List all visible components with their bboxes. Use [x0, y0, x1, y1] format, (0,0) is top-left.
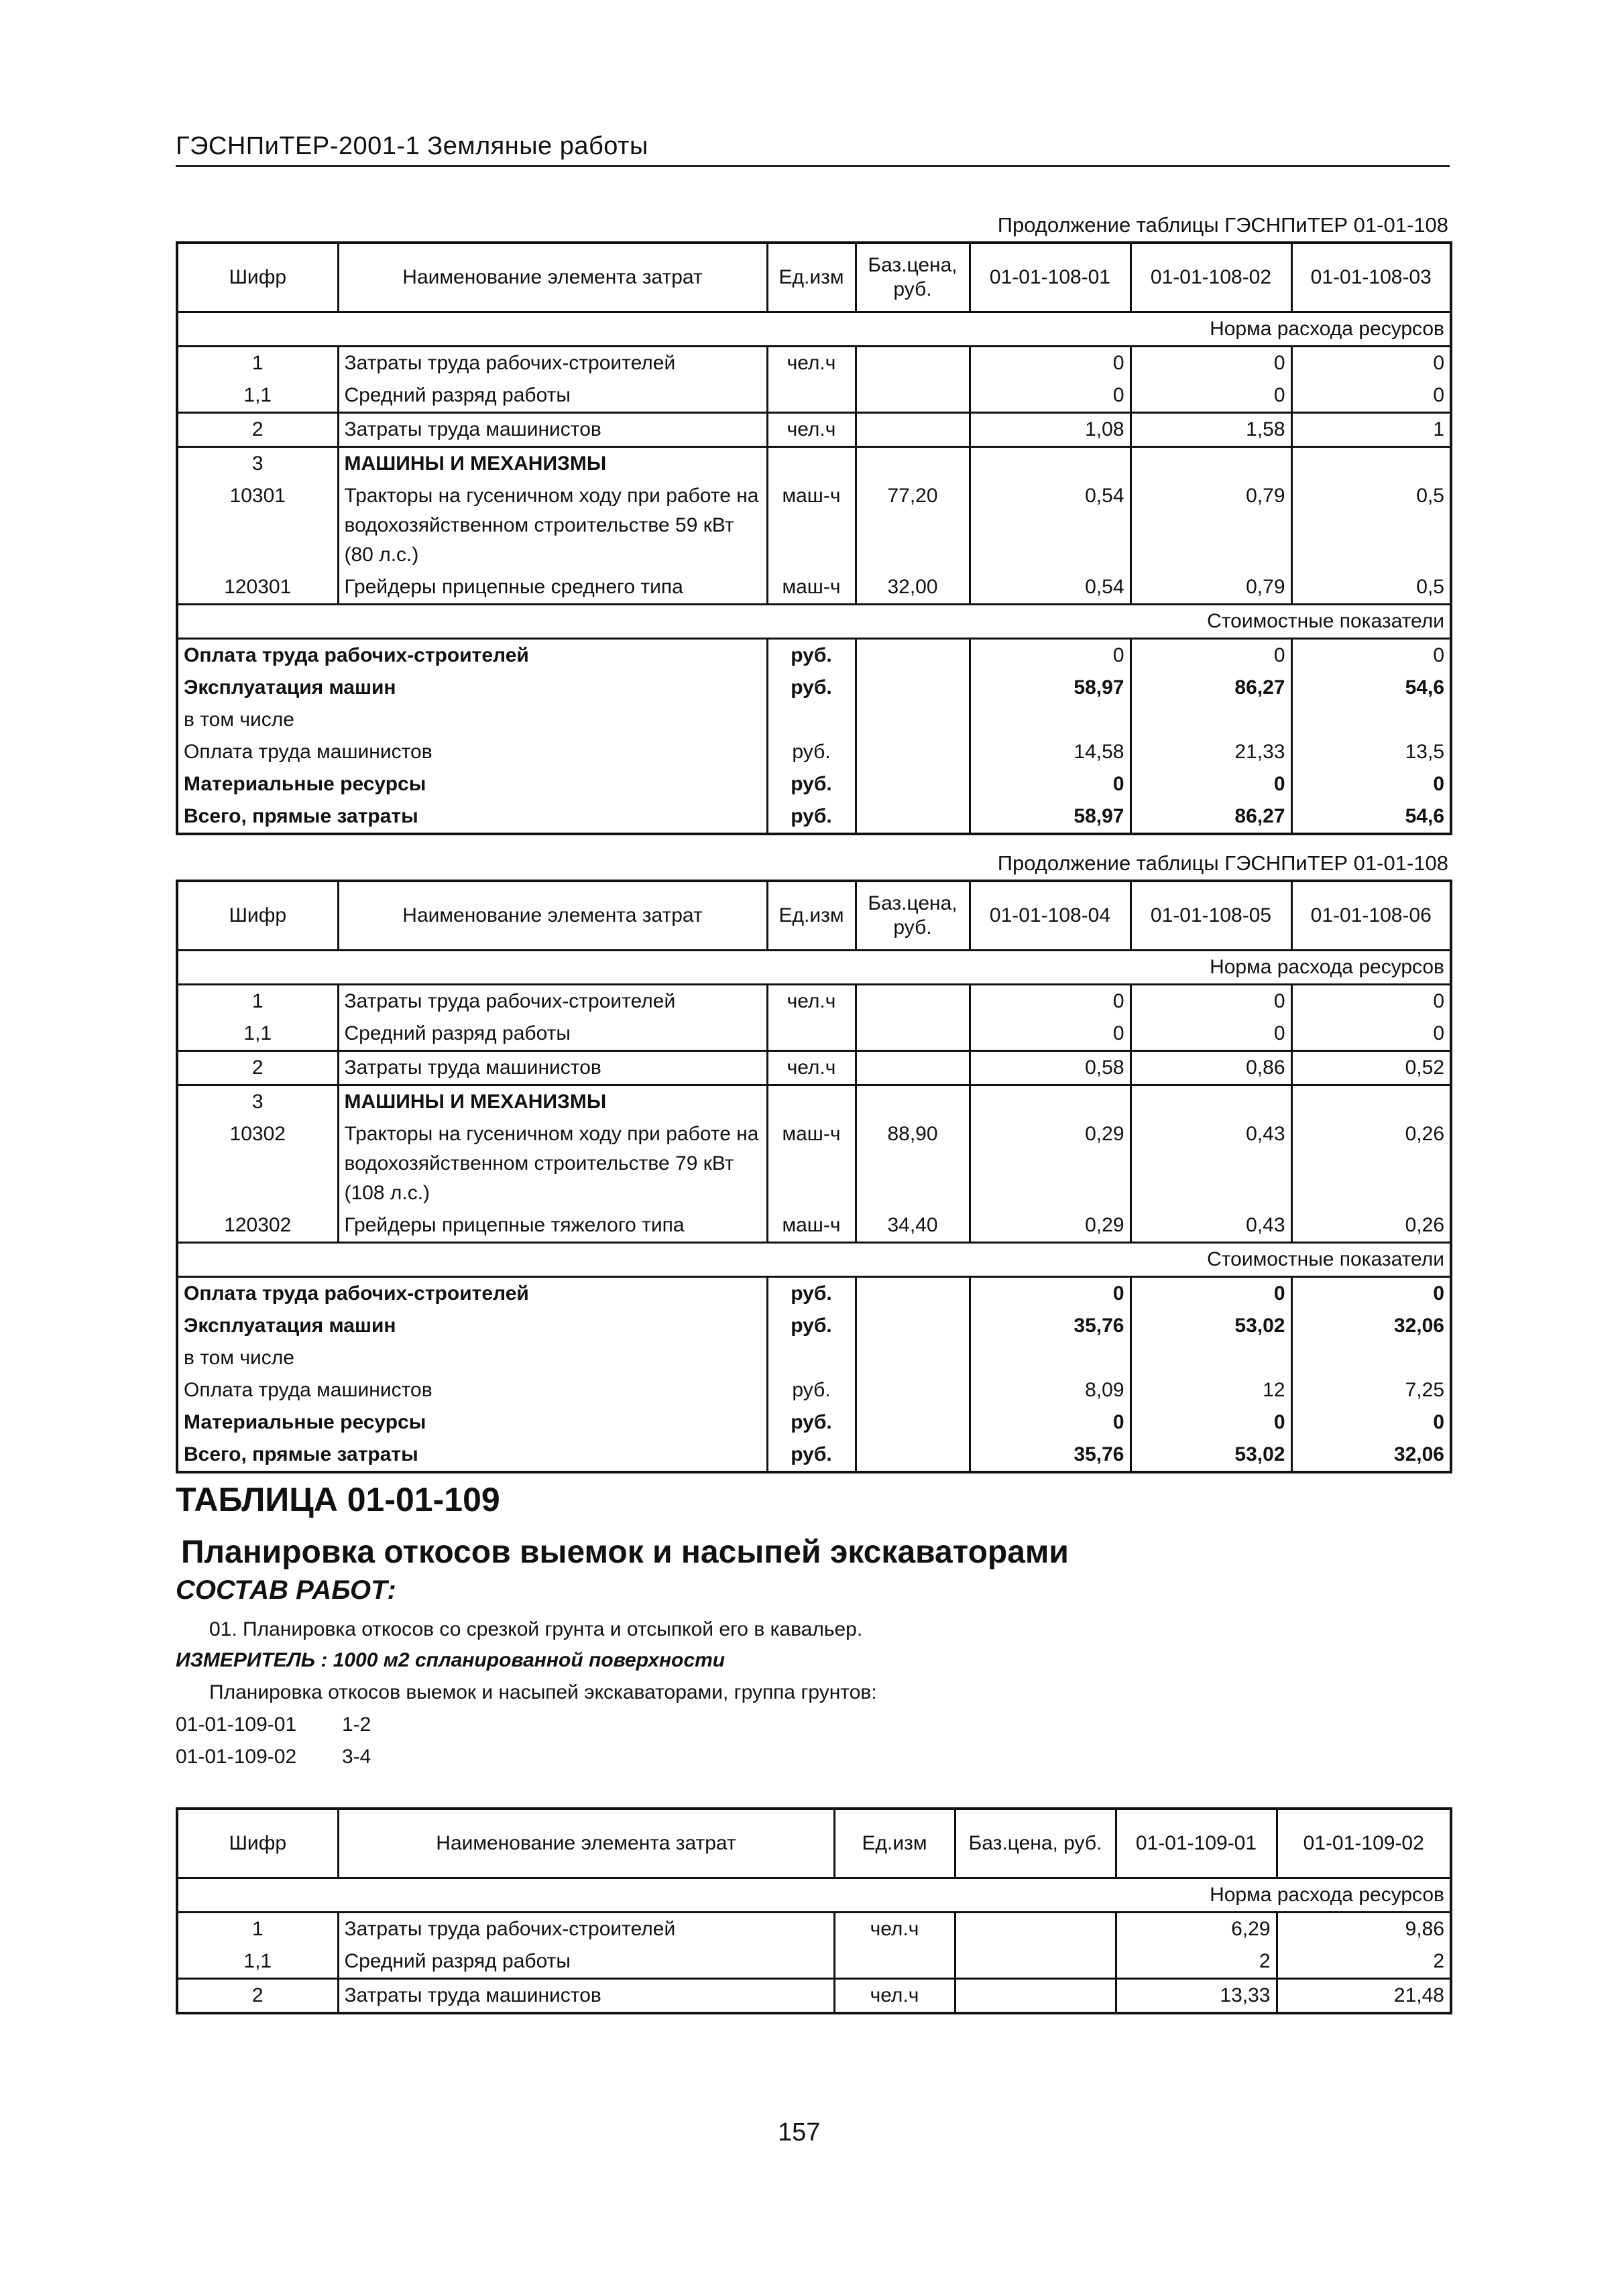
- table-row: [177, 413, 1451, 447]
- col-shifr: Шифр: [177, 243, 338, 312]
- row-name: МАШИНЫ И МЕХАНИЗМЫ: [338, 447, 767, 481]
- cost-value-3: 13,5: [1291, 736, 1451, 768]
- row-price: [955, 1979, 1116, 2014]
- col-unit: Ед.изм: [834, 1809, 955, 1878]
- row-value-2: 0,79: [1130, 480, 1291, 571]
- row-value-3: 0: [1291, 985, 1451, 1018]
- cost-value-2: 53,02: [1130, 1439, 1291, 1472]
- cost-unit: руб.: [767, 1406, 856, 1439]
- unit-of-measure: ИЗМЕРИТЕЛЬ : 1000 м2 спланированной поверхности: [176, 1649, 726, 1671]
- row-unit: чел.ч: [834, 1979, 955, 2014]
- table-row: [177, 1118, 1451, 1209]
- cost-value-2: [1130, 1342, 1291, 1374]
- cost-name: в том числе: [177, 704, 767, 736]
- cost-unit: руб.: [767, 1277, 856, 1311]
- cost-name: Эксплуатация машин: [177, 1310, 767, 1342]
- table-row: [177, 1209, 1451, 1243]
- table-row: [177, 1913, 1451, 1946]
- row-value-3: 1: [1291, 413, 1451, 447]
- cost-value-3: 7,25: [1291, 1374, 1451, 1406]
- row-code: 10302: [177, 1118, 338, 1209]
- row-price: [955, 1913, 1116, 1946]
- row-value-1: 0: [970, 347, 1130, 380]
- row-value-2: 0,43: [1130, 1209, 1291, 1243]
- cost-name: Материальные ресурсы: [177, 1406, 767, 1439]
- row-value-2: [1130, 1085, 1291, 1119]
- table2: [176, 880, 1452, 1473]
- section-subtitle: Планировка откосов выемок и насыпей экскаваторами: [181, 1534, 1069, 1570]
- cost-value-2: 21,33: [1130, 736, 1291, 768]
- row-unit: чел.ч: [767, 413, 856, 447]
- table-row: [177, 1085, 1451, 1119]
- row-value-3: 0,26: [1291, 1118, 1451, 1209]
- row-price: 34,40: [856, 1209, 970, 1243]
- cost-value-1: [970, 1342, 1130, 1374]
- norm-band: Норма расхода ресурсов: [177, 951, 1451, 985]
- row-value-1: 0,54: [970, 480, 1130, 571]
- cost-value-3: 32,06: [1291, 1310, 1451, 1342]
- row-value-2: 0: [1130, 1018, 1291, 1051]
- row-unit: чел.ч: [834, 1913, 955, 1946]
- table-row: [177, 1945, 1451, 1979]
- page-number: 157: [778, 2118, 821, 2147]
- cost-value-3: 0: [1291, 768, 1451, 800]
- row-code: 1,1: [177, 379, 338, 413]
- cost-value-1: 0: [970, 1277, 1130, 1311]
- row-value-2: 9,86: [1277, 1913, 1451, 1946]
- row-name: Грейдеры прицепные среднего типа: [338, 571, 767, 605]
- col-price: Баз.цена, руб.: [856, 243, 970, 312]
- row-unit: [767, 447, 856, 481]
- row-code: 1: [177, 1913, 338, 1946]
- cost-value-3: 0: [1291, 639, 1451, 672]
- row-value-1: 1,08: [970, 413, 1130, 447]
- row-unit: [767, 1018, 856, 1051]
- cost-name: Всего, прямые затраты: [177, 1439, 767, 1472]
- row-unit: [767, 1085, 856, 1119]
- row-price: [856, 447, 970, 481]
- cost-value-2: 0: [1130, 639, 1291, 672]
- row-code: 2: [177, 413, 338, 447]
- row-name: Затраты труда машинистов: [338, 413, 767, 447]
- row-price: 77,20: [856, 480, 970, 571]
- row-name: Тракторы на гусеничном ходу при работе на водохозяйственном строительстве 59 кВт (80 л.с.): [338, 480, 767, 571]
- row-name: Затраты труда машинистов: [338, 1979, 834, 2014]
- row-price: [856, 379, 970, 413]
- row-name: Грейдеры прицепные тяжелого типа: [338, 1209, 767, 1243]
- row-value-3: 0,5: [1291, 571, 1451, 605]
- row-code: 1: [177, 985, 338, 1018]
- row-value-2: 1,58: [1130, 413, 1291, 447]
- table-row: [177, 1979, 1451, 2014]
- cost-row: [177, 736, 1451, 768]
- table-row: [177, 480, 1451, 571]
- table-row: [177, 447, 1451, 481]
- col-shifr: Шифр: [177, 881, 338, 951]
- row-value-1: 0: [970, 985, 1130, 1018]
- cost-name: Эксплуатация машин: [177, 672, 767, 704]
- row-price: [955, 1945, 1116, 1979]
- cost-row: [177, 704, 1451, 736]
- col-code-3: 01-01-108-06: [1291, 881, 1451, 951]
- table1-caption: Продолжение таблицы ГЭСНПиТЕР 01-01-108: [997, 213, 1448, 237]
- cost-value-1: 58,97: [970, 800, 1130, 834]
- col-code-1: 01-01-108-04: [970, 881, 1130, 951]
- row-value-3: 0,5: [1291, 480, 1451, 571]
- cost-value-1: 0: [970, 768, 1130, 800]
- cost-band: Стоимостные показатели: [177, 1243, 1451, 1277]
- cost-unit: руб.: [767, 1374, 856, 1406]
- row-name: Затраты труда рабочих-строителей: [338, 347, 767, 380]
- norm-band: Норма расхода ресурсов: [177, 312, 1451, 347]
- row-price: [856, 1085, 970, 1119]
- row-value-2: 2: [1277, 1945, 1451, 1979]
- cost-value-2: 0: [1130, 1406, 1291, 1439]
- row-value-1: 2: [1116, 1945, 1277, 1979]
- cost-value-3: [1291, 704, 1451, 736]
- table2-caption: Продолжение таблицы ГЭСНПиТЕР 01-01-108: [997, 851, 1448, 875]
- row-value-2: [1130, 447, 1291, 481]
- row-code: 120302: [177, 1209, 338, 1243]
- row-price: 88,90: [856, 1118, 970, 1209]
- row-value-1: 0,54: [970, 571, 1130, 605]
- cost-unit: [767, 1342, 856, 1374]
- cost-row: [177, 1310, 1451, 1342]
- cost-name: Оплата труда рабочих-строителей: [177, 1277, 767, 1311]
- norm-band: Норма расхода ресурсов: [177, 1878, 1451, 1913]
- table3: [176, 1807, 1452, 2014]
- row-value-1: 0,58: [970, 1051, 1130, 1085]
- cost-value-3: [1291, 1342, 1451, 1374]
- row-value-1: 6,29: [1116, 1913, 1277, 1946]
- row-price: 32,00: [856, 571, 970, 605]
- group-range: 1-2: [342, 1713, 371, 1736]
- row-price: [856, 985, 970, 1018]
- row-code: 2: [177, 1979, 338, 2014]
- running-header: ГЭСНПиТЕР-2001-1 Земляные работы: [176, 127, 1450, 167]
- row-code: 1: [177, 347, 338, 380]
- row-unit: чел.ч: [767, 1051, 856, 1085]
- cost-value-1: 35,76: [970, 1310, 1130, 1342]
- cost-row: [177, 1439, 1451, 1472]
- row-price: [856, 347, 970, 380]
- cost-name: в том числе: [177, 1342, 767, 1374]
- cost-unit: руб.: [767, 800, 856, 834]
- col-code-3: 01-01-108-03: [1291, 243, 1451, 312]
- row-price: [856, 413, 970, 447]
- row-value-1: 0,29: [970, 1209, 1130, 1243]
- cost-name: Оплата труда машинистов: [177, 1374, 767, 1406]
- row-value-1: [970, 1085, 1130, 1119]
- row-unit: маш-ч: [767, 1118, 856, 1209]
- table-row: [177, 1018, 1451, 1051]
- row-name: Средний разряд работы: [338, 379, 767, 413]
- cost-value-1: [970, 704, 1130, 736]
- cost-value-1: 14,58: [970, 736, 1130, 768]
- table-row: [177, 1051, 1451, 1085]
- row-value-1: 0,29: [970, 1118, 1130, 1209]
- cost-name: Всего, прямые затраты: [177, 800, 767, 834]
- table-row: [177, 985, 1451, 1018]
- cost-row: [177, 1374, 1451, 1406]
- row-value-1: [970, 447, 1130, 481]
- cost-value-3: 32,06: [1291, 1439, 1451, 1472]
- col-price: Баз.цена, руб.: [955, 1809, 1116, 1878]
- row-value-2: 0,86: [1130, 1051, 1291, 1085]
- row-value-2: 0: [1130, 379, 1291, 413]
- row-value-3: 0: [1291, 379, 1451, 413]
- row-unit: маш-ч: [767, 1209, 856, 1243]
- cost-row: [177, 800, 1451, 834]
- cost-unit: руб.: [767, 672, 856, 704]
- row-price: [856, 1051, 970, 1085]
- row-unit: маш-ч: [767, 571, 856, 605]
- row-unit: [767, 379, 856, 413]
- cost-band-row: [177, 1243, 1451, 1277]
- row-value-2: 21,48: [1277, 1979, 1451, 2014]
- cost-value-1: 8,09: [970, 1374, 1130, 1406]
- col-name: Наименование элемента затрат: [338, 881, 767, 951]
- row-name: Средний разряд работы: [338, 1945, 834, 1979]
- row-price: [856, 1018, 970, 1051]
- cost-value-1: 0: [970, 1406, 1130, 1439]
- cost-value-3: 0: [1291, 1406, 1451, 1439]
- group-range: 3-4: [342, 1746, 371, 1768]
- row-code: 120301: [177, 571, 338, 605]
- norm-band-row: [177, 1878, 1451, 1913]
- norm-band-row: [177, 951, 1451, 985]
- row-value-3: 0,52: [1291, 1051, 1451, 1085]
- col-name: Наименование элемента затрат: [338, 243, 767, 312]
- col-code-1: 01-01-109-01: [1116, 1809, 1277, 1878]
- col-code-1: 01-01-108-01: [970, 243, 1130, 312]
- row-code: 1,1: [177, 1018, 338, 1051]
- row-name: Затраты труда рабочих-строителей: [338, 1913, 834, 1946]
- col-code-2: 01-01-109-02: [1277, 1809, 1451, 1878]
- row-value-1: 0: [970, 1018, 1130, 1051]
- row-name: Тракторы на гусеничном ходу при работе на водохозяйственном строительстве 79 кВт (108 л.с.): [338, 1118, 767, 1209]
- cost-unit: руб.: [767, 1439, 856, 1472]
- table2-header-row: [177, 881, 1451, 951]
- cost-band-row: [177, 605, 1451, 639]
- row-unit: [834, 1945, 955, 1979]
- row-code: 1,1: [177, 1945, 338, 1979]
- cost-row: [177, 672, 1451, 704]
- norm-band-row: [177, 312, 1451, 347]
- row-code: 2: [177, 1051, 338, 1085]
- row-value-3: 0,26: [1291, 1209, 1451, 1243]
- col-code-2: 01-01-108-02: [1130, 243, 1291, 312]
- cost-unit: руб.: [767, 1310, 856, 1342]
- cost-unit: руб.: [767, 639, 856, 672]
- table-row: [177, 379, 1451, 413]
- cost-unit: руб.: [767, 768, 856, 800]
- col-shifr: Шифр: [177, 1809, 338, 1878]
- row-code: 3: [177, 1085, 338, 1119]
- group-code: 01-01-109-01: [176, 1713, 297, 1736]
- row-value-3: [1291, 1085, 1451, 1119]
- work-item: 01. Планировка откосов со срезкой грунта и отсыпкой его в кавальер.: [209, 1618, 863, 1640]
- row-unit: маш-ч: [767, 480, 856, 571]
- table3-header-row: [177, 1809, 1451, 1878]
- cost-value-2: 12: [1130, 1374, 1291, 1406]
- row-code: 3: [177, 447, 338, 481]
- row-name: МАШИНЫ И МЕХАНИЗМЫ: [338, 1085, 767, 1119]
- cost-row: [177, 1406, 1451, 1439]
- cost-value-1: 0: [970, 639, 1130, 672]
- groups-intro: Планировка откосов выемок и насыпей экскаваторами, группа грунтов:: [209, 1681, 877, 1703]
- row-value-1: 13,33: [1116, 1979, 1277, 2014]
- cost-unit: руб.: [767, 736, 856, 768]
- row-value-3: 0: [1291, 347, 1451, 380]
- row-value-2: 0: [1130, 985, 1291, 1018]
- table1-header-row: [177, 243, 1451, 312]
- cost-value-3: 0: [1291, 1277, 1451, 1311]
- cost-unit: [767, 704, 856, 736]
- cost-value-2: 0: [1130, 1277, 1291, 1311]
- cost-value-3: 54,6: [1291, 672, 1451, 704]
- col-unit: Ед.изм: [767, 243, 856, 312]
- cost-value-1: 58,97: [970, 672, 1130, 704]
- group-code: 01-01-109-02: [176, 1746, 297, 1768]
- section-title: ТАБЛИЦА 01-01-109: [176, 1481, 500, 1518]
- cost-row: [177, 639, 1451, 672]
- row-value-1: 0: [970, 379, 1130, 413]
- col-code-2: 01-01-108-05: [1130, 881, 1291, 951]
- table-row: [177, 347, 1451, 380]
- col-price: Баз.цена, руб.: [856, 881, 970, 951]
- row-value-3: 0: [1291, 1018, 1451, 1051]
- row-value-3: [1291, 447, 1451, 481]
- row-code: 10301: [177, 480, 338, 571]
- cost-value-2: 0: [1130, 768, 1291, 800]
- table-row: [177, 571, 1451, 605]
- work-composition-label: СОСТАВ РАБОТ:: [176, 1575, 396, 1605]
- cost-value-2: 53,02: [1130, 1310, 1291, 1342]
- row-name: Затраты труда машинистов: [338, 1051, 767, 1085]
- cost-value-3: 54,6: [1291, 800, 1451, 834]
- cost-value-1: 35,76: [970, 1439, 1130, 1472]
- row-value-2: 0,79: [1130, 571, 1291, 605]
- cost-value-2: 86,27: [1130, 672, 1291, 704]
- col-name: Наименование элемента затрат: [338, 1809, 834, 1878]
- row-value-2: 0: [1130, 347, 1291, 380]
- cost-name: Оплата труда машинистов: [177, 736, 767, 768]
- cost-row: [177, 1277, 1451, 1311]
- table1: [176, 241, 1452, 835]
- row-name: Средний разряд работы: [338, 1018, 767, 1051]
- cost-name: Материальные ресурсы: [177, 768, 767, 800]
- cost-row: [177, 768, 1451, 800]
- row-name: Затраты труда рабочих-строителей: [338, 985, 767, 1018]
- cost-band: Стоимостные показатели: [177, 605, 1451, 639]
- row-value-2: 0,43: [1130, 1118, 1291, 1209]
- row-unit: чел.ч: [767, 985, 856, 1018]
- cost-value-2: [1130, 704, 1291, 736]
- col-unit: Ед.изм: [767, 881, 856, 951]
- cost-row: [177, 1342, 1451, 1374]
- cost-value-2: 86,27: [1130, 800, 1291, 834]
- cost-name: Оплата труда рабочих-строителей: [177, 639, 767, 672]
- row-unit: чел.ч: [767, 347, 856, 380]
